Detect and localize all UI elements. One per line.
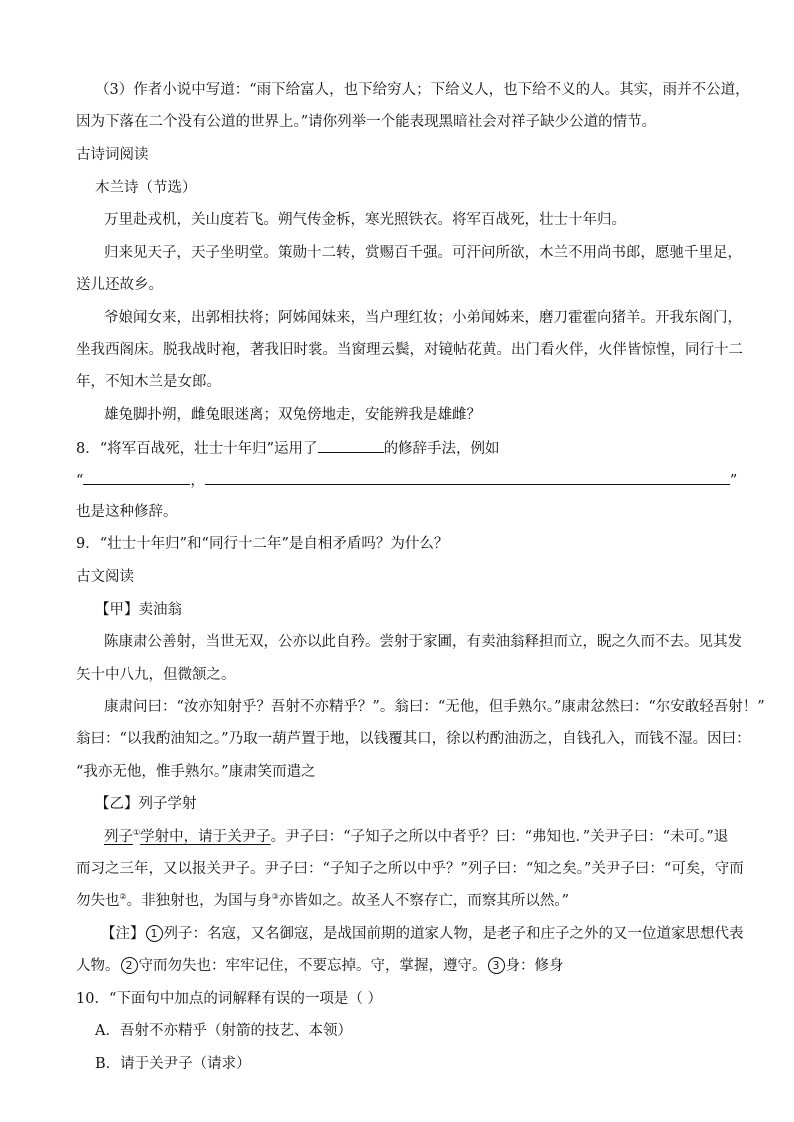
passage-yi-line-1 <box>104 827 728 847</box>
yi-underlined-name: 列子 <box>104 829 133 845</box>
note-1-continuation: 人物。 <box>76 958 120 974</box>
poem-paragraph-3-line-1: 爷娘闻女来，出郭相扶将；阿姊闻妹来，当户理红妆；小弟闻姊来，磨刀霍霍向猪羊。开我东阁门， <box>104 310 742 326</box>
note-3-text: 身：修身 <box>505 958 564 974</box>
poem-paragraph-2-line-2: 送儿还故乡。 <box>76 277 163 293</box>
footnote-ref-3: ③ <box>271 892 279 902</box>
passage-yi-line-2: 而习之三年，又以报关尹子。尹子曰：“子知子之所以中乎？”列子曰：“知之矣。”关尹子曰：“可矣，守而 <box>76 861 744 877</box>
notes-line-1 <box>101 924 744 944</box>
note-marker-1: 1 <box>146 925 163 942</box>
passage-jia-p2-line-3: “我亦无他，惟手熟尔。”康肃笑而遣之 <box>76 764 316 780</box>
poem-title: 木兰诗（节选） <box>95 180 197 196</box>
yi-line-3-part-c: 亦皆如之。故圣人不察存亡，而察其所以然。” <box>278 893 570 909</box>
q8-close-quote: ” <box>729 473 738 489</box>
note-2-text: 守而勿失也：牢牢记住，不要忘掉。守，掌握，遵守。 <box>138 958 487 974</box>
question-9: 9．“壮士十年归”和“同行十二年”是自相矛盾吗？为什么？ <box>76 536 449 552</box>
q10-option-a[interactable]: A．吾射不亦精乎（射箭的技艺、本领） <box>95 1023 352 1039</box>
q8-stem-part-1: 8．“将军百战死，壮士十年归”运用了 <box>76 441 318 457</box>
passage-yi-line-3 <box>76 891 569 911</box>
question-8-line-3: 也是这种修辞。 <box>76 504 178 520</box>
footnote-ref-2: ② <box>119 892 127 902</box>
question-8-line-1 <box>76 437 500 457</box>
poem-paragraph-2-line-1: 归来见天子，天子坐明堂。策勋十二转，赏赐百千强。可汗问所欲，木兰不用尚书郎，愿驰千里足， <box>104 245 742 261</box>
yi-line-3-part-a: 勿失也 <box>76 893 120 909</box>
q8-comma: ， <box>190 473 205 489</box>
poem-paragraph-3-line-3: 年，不知木兰是女郎。 <box>76 374 221 390</box>
poem-paragraph-4: 雄兔脚扑朔，雌兔眼迷离；双兔傍地走，安能辨我是雄雌？ <box>104 407 481 423</box>
q8-open-quote: “ <box>76 473 84 489</box>
note-marker-3: 3 <box>488 957 505 974</box>
footnote-ref-1: ① <box>133 828 141 838</box>
passage-jia-p1-line-1: 陈康肃公善射，当世无双，公亦以此自矜。尝射于家圃，有卖油翁释担而立，睨之久而不去。见其发 <box>104 634 742 650</box>
passage-yi-title: 【乙】列子学射 <box>95 796 197 812</box>
q8-answer-blank-rhetoric[interactable] <box>318 437 384 453</box>
question-10-stem: 10．“下面句中加点的词解释有误的一项是（ ） <box>76 991 382 1007</box>
passage-jia-p2-line-2: 翁曰：“以我酌油知之。”乃取一葫芦置于地，以钱覆其口，徐以杓酌油沥之，自钱孔入，而钱不湿。因曰： <box>76 731 751 747</box>
q10-option-b[interactable]: B．请于关尹子（请求） <box>95 1056 251 1072</box>
passage-jia-p2-line-1: 康肃问曰：“汝亦知射乎？吾射不亦精乎？”。翁曰：“无他，但手熟尔。”康肃忿然曰：“尔安敢轻吾射！” <box>104 699 765 715</box>
q3-line-2: 因为下落在二个没有公道的世界上。”请你列举一个能表现黑暗社会对祥子缺少公道的情节。 <box>76 114 657 130</box>
q8-answer-blank-example-2[interactable] <box>205 469 730 485</box>
q3-line-1: （3）作者小说中写道：“雨下给富人，也下给穷人；下给义人，也下给不义的人。其实，雨并不公道， <box>95 82 750 98</box>
notes-label: 【注】 <box>101 926 145 942</box>
q8-stem-part-2: 的修辞手法，例如 <box>383 441 500 457</box>
note-marker-2: 2 <box>121 957 138 974</box>
q8-answer-blank-example-1[interactable] <box>83 469 190 485</box>
poem-paragraph-1: 万里赴戎机，关山度若飞。朔气传金柝，寒光照铁衣。将军百战死，壮士十年归。 <box>104 212 626 228</box>
note-1-text: 列子：名寇，又名御寇，是战国前期的道家人物，是老子和庄子之外的又一位道家思想代表 <box>163 926 744 942</box>
poem-paragraph-3-line-2: 坐我西阁床。脱我战时袍，著我旧时裳。当窗理云鬓，对镜帖花黄。出门看火伴，火伴皆惊惶，同行十二 <box>76 342 743 358</box>
yi-line-3-part-b: 。非独射也，为国与身 <box>126 893 272 909</box>
passage-jia-title: 【甲】卖油翁 <box>95 602 182 618</box>
notes-line-2 <box>76 956 564 976</box>
section-heading-classical-prose: 古文阅读 <box>76 569 134 585</box>
yi-line-1-rest: 。尹子曰：“子知子之所以中者乎？曰：“弗知也．”关尹子曰：“未可。”退 <box>270 829 729 845</box>
yi-underlined-phrase: 学射中，请于关尹子 <box>140 829 271 845</box>
passage-jia-p1-line-2: 矢十中八九，但微颔之。 <box>76 667 236 683</box>
question-8-line-2 <box>76 469 737 489</box>
section-heading-poetry: 古诗词阅读 <box>76 147 149 163</box>
